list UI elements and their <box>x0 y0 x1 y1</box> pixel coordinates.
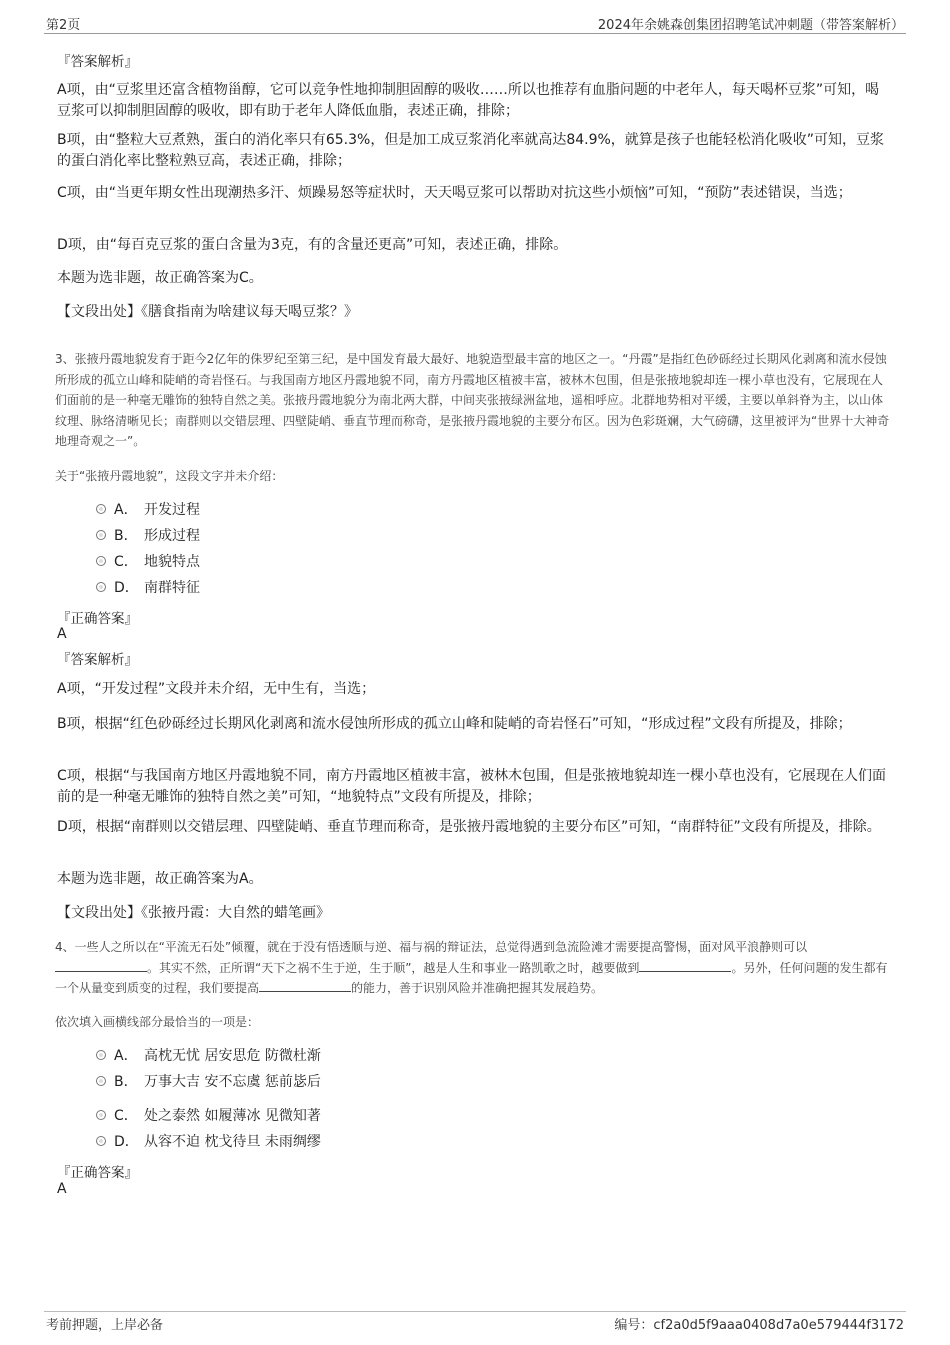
radio-icon[interactable] <box>96 1050 106 1060</box>
header-divider <box>44 33 906 34</box>
q3-text: 3、张掖丹霞地貌发育于距今2亿年的侏罗纪至第三纪，是中国发育最大最好、地貌造型最丰富的地区之一。“丹霞”是指红色砂砾经过长期风化剥离和流水侵蚀所形成的孤立山峰和陡峭的奇岩怪石。与我国南方地区丹霞地貌不同，南方丹霞地区植被丰富，被林木包围，但是张掖地貌却连一棵小草也没有，它展现在人们面前的是一种毫无雕饰的独特自然之美。张掖丹霞地貌分为南北两大群，中间夹张掖绿洲盆地，遥相呼应。北群地势相对平缓，主要以单斜脊为主，以山体纹理、脉络清晰见长；南群则以交错层理、四壁陡峭、垂直节理而称奇，是张掖丹霞地貌的主要分布区。因为色彩斑斓，大气磅礴，这里被评为“世界十大神奇地理奇观之一”。 <box>55 352 890 448</box>
q4-answer-heading: 『正确答案』 <box>57 1165 138 1181</box>
q2-analysis-a: A项，由“豆浆里还富含植物甾醇，它可以竞争性地抑制胆固醇的吸收……所以也推荐有血脂问题的中老年人，每天喝杯豆浆”可知，喝豆浆可以抑制胆固醇的吸收，即有助于老年人降低血脂，表述正确，排除； <box>57 82 880 119</box>
footer-divider <box>44 1311 906 1312</box>
q2-conclusion: 本题为选非题，故正确答案为C。 <box>57 270 263 286</box>
q3-analysis-d: D项，根据“南群则以交错层理、四壁陡峭、垂直节理而称奇，是张掖丹霞地貌的主要分布区”可知，“南群特征”文段有所提及，排除。 <box>57 819 881 835</box>
q4-question: 依次填入画横线部分最恰当的一项是： <box>55 1015 260 1029</box>
footer-code: 编号：cf2a0d5f9aaa0408d7a0e579444f3172 <box>614 1318 904 1333</box>
q3-question: 关于“张掖丹霞地貌”，这段文字并未介绍： <box>55 469 284 483</box>
q4-answer: A <box>57 1181 67 1197</box>
q3-answer: A <box>57 626 67 642</box>
q3-analysis-heading: 『答案解析』 <box>57 652 138 668</box>
q2-analysis-b: B项，由“整粒大豆煮熟，蛋白的消化率只有65.3%，但是加工成豆浆消化率就高达84.9%，就算是孩子也能轻松消化吸收”可知，豆浆的蛋白消化率比整粒熟豆高，表述正确，排除； <box>57 132 885 169</box>
document-title: 2024年余姚森创集团招聘笔试冲刺题（带答案解析） <box>597 18 904 33</box>
fill-blank-1 <box>55 959 147 972</box>
q3-answer-heading: 『正确答案』 <box>57 611 138 627</box>
q4-option-a[interactable]: A． 高枕无忧 居安思危 防微杜渐 <box>96 1046 321 1066</box>
q4-option-d[interactable]: D． 从容不迫 枕戈待旦 未雨绸缪 <box>96 1132 321 1152</box>
radio-icon[interactable] <box>96 530 106 540</box>
radio-icon[interactable] <box>96 1076 106 1086</box>
page-number: 第2页 <box>46 18 81 33</box>
q2-analysis-d: D项，由“每百克豆浆的蛋白含量为3克，有的含量还更高”可知，表述正确，排除。 <box>57 237 568 253</box>
q2-analysis-heading: 『答案解析』 <box>57 54 138 70</box>
radio-icon[interactable] <box>96 582 106 592</box>
radio-icon[interactable] <box>96 1136 106 1146</box>
fill-blank-3 <box>259 979 351 992</box>
q3-analysis-c: C项，根据“与我国南方地区丹霞地貌不同，南方丹霞地区植被丰富，被林木包围，但是张掖地貌却连一棵小草也没有，它展现在人们面前的是一种毫无雕饰的独特自然之美”可知，“地貌特点”文段有所提及，排除； <box>57 768 887 805</box>
q2-analysis-c: C项，由“当更年期女性出现潮热多汗、烦躁易怒等症状时，天天喝豆浆可以帮助对抗这些小烦恼”可知，“预防”表述错误，当选； <box>57 185 852 201</box>
q3-source: 【文段出处】《张掖丹霞：大自然的蜡笔画》 <box>57 905 330 921</box>
q3-conclusion: 本题为选非题，故正确答案为A。 <box>57 871 263 887</box>
footer-slogan: 考前押题，上岸必备 <box>46 1318 164 1333</box>
q3-analysis-b: B项，根据“红色砂砾经过长期风化剥离和流水侵蚀所形成的孤立山峰和陡峭的奇岩怪石”可知，“形成过程”文段有所提及，排除； <box>57 716 852 732</box>
q3-option-a[interactable]: A． 开发过程 <box>96 500 200 520</box>
fill-blank-2 <box>639 959 731 972</box>
q3-option-d[interactable]: D． 南群特征 <box>96 578 200 598</box>
q4-option-b[interactable]: B． 万事大吉 安不忘虞 惩前毖后 <box>96 1072 321 1092</box>
q2-source: 【文段出处】《膳食指南为啥建议每天喝豆浆？》 <box>57 304 358 320</box>
q4-text: 4、一些人之所以在“平流无石处”倾覆，就在于没有悟透顺与逆、福与祸的辩证法，总觉得遇到急流险滩才需要提高警惕，面对风平浪静则可以。其实不然，正所谓“天下之祸不生于逆，生于顺”，越是人生和事业一路凯歌之时，越要做到 。另外，任何问题的发生都有一个从量变到质变的过程，我们要提高 的能力，善于识别风险并准确把握其发展趋势。 <box>55 940 888 995</box>
radio-icon[interactable] <box>96 556 106 566</box>
radio-icon[interactable] <box>96 504 106 514</box>
q3-analysis-a: A项，“开发过程”文段并未介绍，无中生有，当选； <box>57 681 376 697</box>
radio-icon[interactable] <box>96 1110 106 1120</box>
q4-option-c[interactable]: C． 处之泰然 如履薄冰 见微知著 <box>96 1106 321 1126</box>
q3-option-b[interactable]: B． 形成过程 <box>96 526 200 546</box>
q3-option-c[interactable]: C． 地貌特点 <box>96 552 200 572</box>
